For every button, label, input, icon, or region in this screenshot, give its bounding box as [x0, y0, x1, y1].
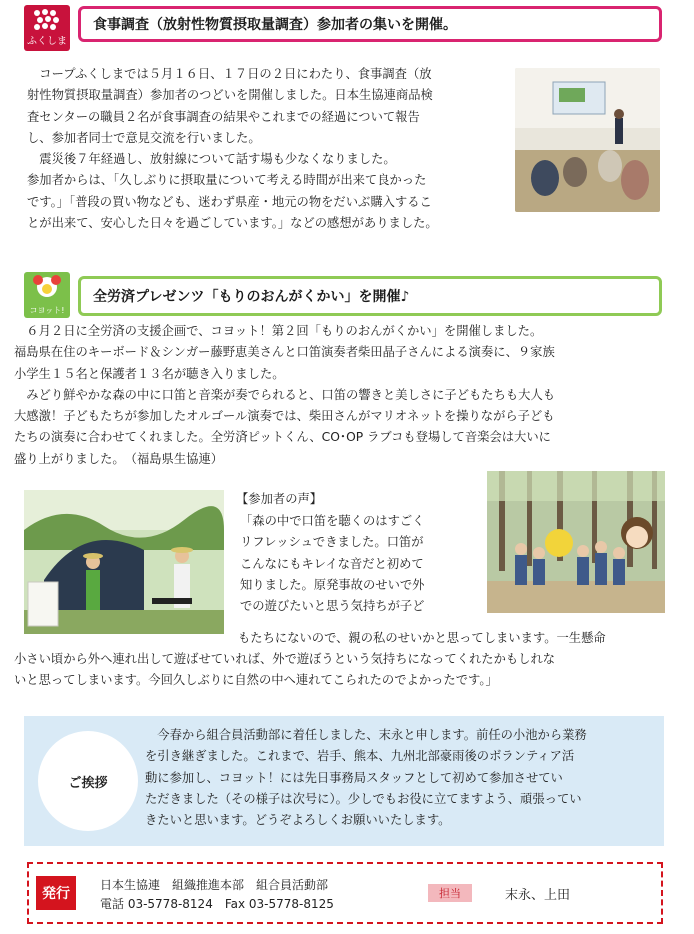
contact-person: 末永、上田 — [505, 888, 571, 903]
logo-label: コヨット! — [29, 306, 65, 315]
concert-photo — [24, 490, 224, 634]
publisher-org: 日本生協連 組織推進本部 組合員活動部 — [100, 878, 329, 892]
meeting-photo — [515, 68, 660, 212]
section1-title: 食事調査（放射性物質摂取量調査）参加者の集いを開催。 — [78, 6, 662, 42]
logo-dots-icon — [32, 9, 62, 35]
greeting-text: 今春から組合員活動部に着任しました、末永と申します。前任の小池から業務 を引き継ぎました。これまで、岩手、熊本、九州北部豪雨後のボランティア活 動に参加し、コヨット！には先日事務局スタッフとして初めて参加させてい ただきました（その様子は次号に）。少しでもお役に立てますよう、頑張ってい きたいと思います。どうぞよろしくお願いいたします。 — [145, 728, 587, 828]
participant-voice: 「森の中で口笛を聴くのはすごく リフレッシュできました。口笛が こんなにもキレイな音だと初めて 知りました。原発事故のせいで外 での遊びたいと思う気持ちが子ど — [240, 514, 425, 614]
logo-label: ふくしま — [27, 36, 67, 47]
participant-voice-continued: もたちにないので、親の私のせいかと思ってしまいます。一生懸命 — [238, 631, 606, 645]
section1-body: コープふくしまでは５月１６日、１７日の２日にわたり、食事調査（放 射性物質摂取量調査）参加者のつどいを開催しました。日本生協連商品検 査センターの職員２名が食事調査の結果やこれまでの経過について報告 し、参加者同士で意見交流を行いました。 震災後７年経過し、放射線について話す場も少なくなりました。 参加者からは、「久しぶりに摂取量について考える時間が出来て良かった です。」「普段の買い物なども、迷わず県産・地元の物をだいぶ購入するこ とが出来て、安心した日々を過ごしています。」などの感想がありました。 — [27, 67, 438, 231]
section2-body: ６月２日に全労済の支援企画で、コヨット！第２回「もりのおんがくかい」を開催しました。 福島県在住のキーボード＆シンガー藤野恵美さんと口笛演奏者柴田晶子さんによる演奏に、９家族 小学生１５名と保護者１３名が聴き入りました。 みどり鮮やかな森の中に口笛と音楽が奏でられると、口笛の響きと美しさに子どもたちも大人も 大感激！子どもたちが参加したオルゴール演奏では、柴田さんがマリオネットを操りながら子ども たちの演奏に合わせてくれました。全労済ピットくん、CO･OP ラブコも登場して音楽会は大いに 盛り上がりました。 （福島県生協連） — [14, 324, 556, 466]
greeting-label: ご挨拶 — [38, 731, 138, 831]
participant-voice-end: 小さい頃から外へ連れ出して遊ばせていれば、外で遊ぼうという気持ちになってくれたかもしれな いと思ってしまいます。今回久しぶりに自然の中へ連れてこられたのでよかったです。」 — [14, 652, 556, 688]
section2-title: 全労済プレゼンツ「もりのおんがくかい」を開催♪ — [78, 276, 662, 316]
publisher-label: 発行 — [36, 876, 76, 910]
participant-voice-heading: 【参加者の声】 — [236, 492, 323, 506]
coop-fukushima-logo — [24, 5, 70, 51]
koyotto-character-icon — [24, 272, 70, 308]
publisher-contact: 電話 03-5778-8124 Fax 03-5778-8125 — [100, 897, 334, 911]
contact-person-label: 担当 — [428, 884, 472, 902]
group-photo — [487, 471, 665, 613]
koyotto-logo — [24, 272, 70, 318]
